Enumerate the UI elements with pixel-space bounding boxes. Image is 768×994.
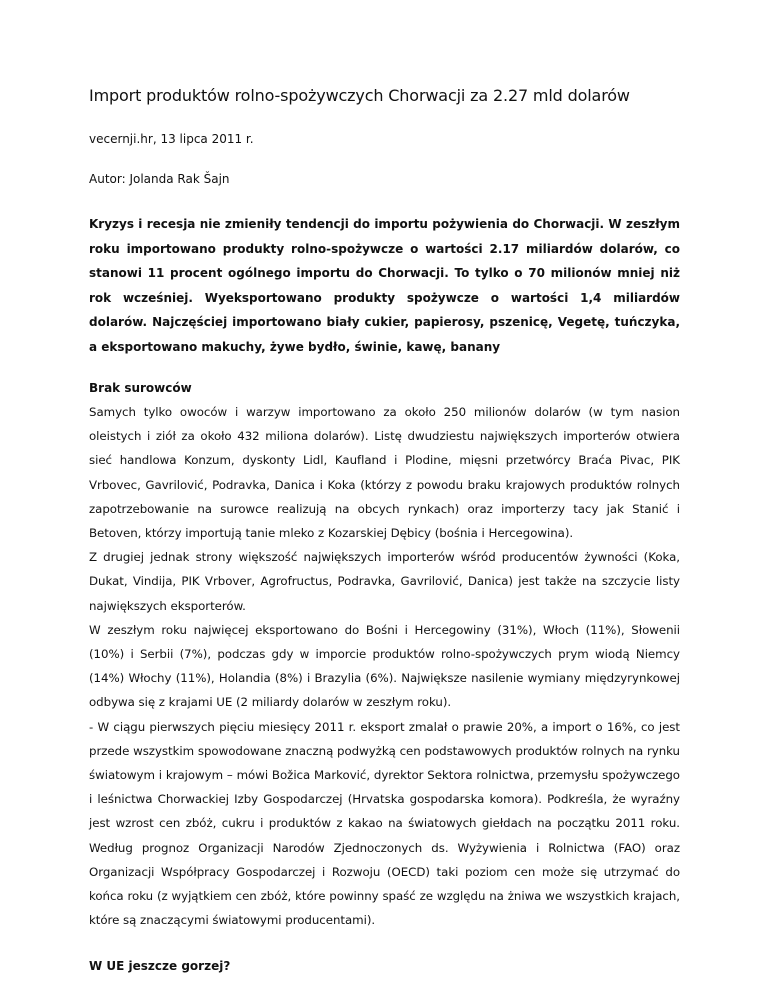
body-paragraph: - W ciągu pierwszych pięciu miesięcy 2011 r. eksport zmalał o prawie 20%, a import o 16%, co jest przede wszystkim spowodowane znaczną podwyżką cen podstawowych produktów rolnych na rynku światowym i krajowym – mówi Božica Marković, dyrektor Sektora rolnictwa, przemysłu spożywczego i leśnictwa Chorwackiej Izby Gospodarczej (Hrvatska gospodarska komora). Podkreśla, że wyraźny jest wzrost cen zbóż, cukru i produktów z kakao na światowych giełdach na początku 2011 roku. Według prognoz Organizacji Narodów Zjednoczonych ds. Wyżywienia i Rolnictwa (FAO) oraz Organizacji Współpracy Gospodarczej i Rozwoju (OECD) taki poziom cen może się utrzymać do końca roku (z wyjątkiem cen zbóż, które powinny spaść ze względu na żniwa we wszystkich krajach, które są znaczącymi światowymi producentami).: [89, 719, 680, 928]
body-paragraph: Samych tylko owoców i warzyw importowano za około 250 milionów dolarów (w tym nasion oleistych i ziół za około 432 miliona dolarów). Listę dwudziestu największych importerów otwiera sieć handlowa Konzum, dyskonty Lidl, Kaufland i Plodine, mięsni przetwórcy Braća Pivac, PIK Vrbovec, Gavrilović, Podravka, Danica i Koka (którzy z powodu braku krajowych produktów rolnych zapotrzebowanie na surowce realizują na obcych rynkach) oraz importerzy tacy jak Stanić i Betoven, którzy importują tanie mleko z Kozarskiej Dębicy (bośnia i Hercegowina).: [89, 405, 680, 541]
lead-paragraph: Kryzys i recesja nie zmieniły tendencji do importu pożywienia do Chorwacji. W zeszłym roku importowano produkty rolno-spożywcze o wartości 2.17 miliardów dolarów, co stanowi 11 procent ogólnego importu do Chorwacji. To tylko o 70 milionów mniej niż rok wcześniej. Wyeksportowano produkty spożywcze o wartości 1,4 miliardów dolarów. Najczęściej importowano biały cukier, papierosy, pszenicę, Vegetę, tuńczyka, a eksportowano makuchy, żywe bydło, świnie, kawę, banany: [89, 217, 680, 354]
page-title: Import produktów rolno-spożywczych Chorwacji za 2.27 mld dolarów: [89, 86, 630, 105]
body-paragraph: Z drugiej jednak strony większość największych importerów wśród producentów żywności (Koka, Dukat, Vindija, PIK Vrbover, Agrofructus, Podravka, Gavrilović, Danica) jest także na szczycie listy największych eksporterów.: [89, 550, 680, 613]
section-heading-brak-surowcow: Brak surowców: [89, 381, 192, 395]
source-line: vecernji.hr, 13 lipca 2011 r.: [89, 132, 254, 146]
section-heading-w-ue-jeszcze-gorzej: W UE jeszcze gorzej?: [89, 959, 231, 974]
body-paragraph: W zeszłym roku najwięcej eksportowano do Bośni i Hercegowiny (31%), Włoch (11%), Słowenii (10%) i Serbii (7%), podczas gdy w imporcie produktów rolno-spożywczych prym wiodą Niemcy (14%) Włochy (11%), Holandia (8%) i Brazylia (6%). Największe nasilenie wymiany międzyrynkowej odbywa się z krajami UE (2 miliardy dolarów w zeszłym roku).: [89, 622, 680, 710]
author-line: Autor: Jolanda Rak Šajn: [89, 172, 230, 186]
document-content: [89, 82, 680, 978]
